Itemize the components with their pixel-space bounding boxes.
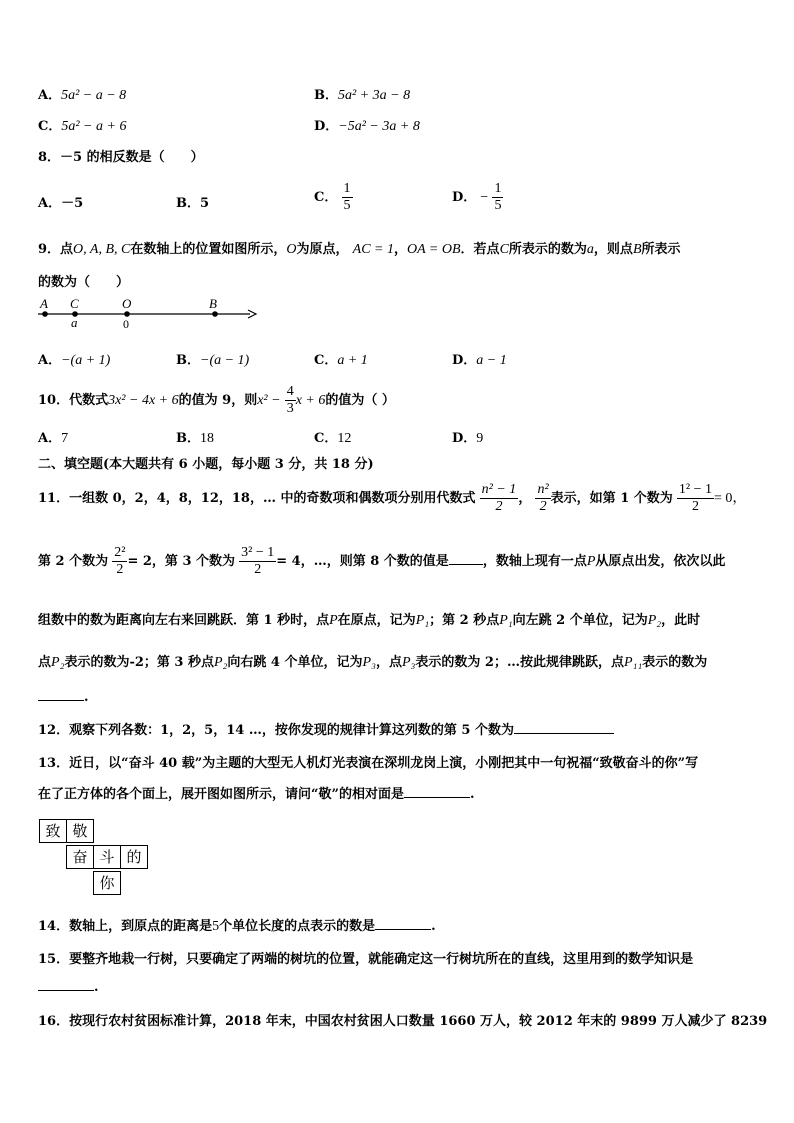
option-expression: a − 1 <box>476 353 507 368</box>
text: ，则点 <box>593 242 633 257</box>
q7-option-a <box>38 84 126 104</box>
math: a <box>586 242 594 257</box>
text: 表示的数为 <box>642 655 708 670</box>
point-a-label: A <box>40 296 48 311</box>
option-label: B． <box>176 431 200 446</box>
fraction <box>285 384 296 417</box>
text: ；第 2 秒点 <box>429 613 500 628</box>
q9-stem-line2: 的数为（ ） <box>38 275 130 290</box>
option-expression: 5a² − a + 6 <box>61 119 127 134</box>
q10-stem <box>38 384 395 417</box>
text: ， <box>394 242 408 257</box>
option-value: 12 <box>337 431 352 446</box>
math: P₃ <box>362 655 376 670</box>
option-label: A． <box>38 353 62 368</box>
denominator: 2 <box>254 562 262 578</box>
q14 <box>38 915 436 935</box>
numerator: 1 <box>492 181 503 198</box>
text: 表示，如第 1 个数为 <box>550 491 673 507</box>
net-cell: 奋 <box>66 845 94 869</box>
fraction <box>342 181 353 214</box>
q11-line1 <box>38 482 746 515</box>
fraction <box>239 545 276 578</box>
text: . <box>84 690 89 705</box>
math: x + 6 <box>295 393 326 409</box>
q12 <box>38 719 614 738</box>
point-a-dot <box>42 311 48 317</box>
q11-line5 <box>38 690 89 705</box>
denominator: 2 <box>691 499 699 515</box>
text: 向右跳 4 个单位，记为 <box>227 655 363 670</box>
math: C <box>499 242 509 257</box>
q10-option-a <box>38 427 68 447</box>
math: OA = OB <box>407 242 461 257</box>
point-o-value: 0 <box>123 317 129 331</box>
denominator: 3 <box>286 401 294 417</box>
option-label: D． <box>314 119 339 134</box>
option-expression: 5a² − a − 8 <box>61 88 127 103</box>
fraction <box>492 181 503 214</box>
answer-blank[interactable] <box>514 733 614 734</box>
q15-line1: 15．要整齐地栽一行树，只要确定了两端的树坑的位置，就能确定这一行树坑所在的直线，这里用到的数学知识是 <box>38 952 694 967</box>
text: 所表示 <box>641 242 681 257</box>
math: 5 <box>212 919 220 934</box>
text: 向左跳 2 个单位，记为 <box>512 613 648 628</box>
net-cell: 致 <box>39 819 67 843</box>
q11-line3 <box>38 609 700 629</box>
text: . <box>94 980 99 995</box>
option-label: C． <box>38 119 62 134</box>
denominator: 2 <box>539 499 547 515</box>
numerator: n² − 1 <box>480 482 519 499</box>
q10-option-b <box>176 427 214 447</box>
point-o-dot <box>124 311 130 317</box>
text: = 2，第 3 个数为 <box>127 554 236 570</box>
math: P₁ <box>499 613 513 628</box>
denominator: 5 <box>343 198 351 214</box>
text: . <box>431 919 436 934</box>
math: B <box>632 242 642 257</box>
text: 个单位长度的点表示的数是 <box>219 919 376 934</box>
math: AC = 1 <box>352 242 394 257</box>
text: = 4，…，则第 8 个数的值是 <box>276 554 449 570</box>
math: O <box>286 242 297 257</box>
point-o-label: O <box>122 296 132 311</box>
math: = 0， <box>714 491 747 507</box>
text: 的值为 9，则 <box>178 393 258 409</box>
q7-option-d <box>314 115 420 135</box>
q8-option-a <box>38 192 83 211</box>
denominator: 2 <box>495 499 503 515</box>
answer-blank[interactable] <box>38 990 94 991</box>
option-label: B． <box>176 353 200 368</box>
number-line-figure <box>30 294 270 334</box>
text: 在了正方体的各个面上，展开图如图所示，请问“敬”的相对面是 <box>38 787 404 802</box>
q8-option-d <box>452 181 503 214</box>
text: ，点 <box>375 655 402 670</box>
math: P <box>329 613 338 628</box>
q16-line1: 16．按现行农村贫困标准计算，2018 年末，中国农村贫困人口数量 1660 万人，较 2012 年末的 9899 万人减少了 8239 <box>38 1014 768 1029</box>
text: 在原点，记为 <box>337 613 416 628</box>
q8-option-c <box>314 181 353 214</box>
q11-line4 <box>38 651 707 671</box>
text: 从原点出发，依次以此 <box>595 554 726 570</box>
text: 11．一组数 0，2，4，8，12，18，… 中的奇数项和偶数项分别用代数式 <box>38 491 476 507</box>
point-c-label: C <box>70 296 79 311</box>
denominator: 5 <box>494 198 502 214</box>
option-value: 18 <box>200 431 214 446</box>
math: P₂ <box>647 613 662 628</box>
q9-option-c <box>314 349 368 369</box>
math: 3x² − 4x + 6 <box>108 393 179 409</box>
point-c-value: a <box>71 315 78 330</box>
option-value: 9 <box>476 431 484 446</box>
q15-line2 <box>38 980 99 995</box>
q9-option-d <box>452 349 507 369</box>
text: . <box>469 787 475 802</box>
math: P₂ <box>213 655 228 670</box>
option-label: D． <box>452 353 477 368</box>
math: P <box>586 554 596 570</box>
q11-line2 <box>38 545 725 578</box>
option-label: D． <box>452 431 477 446</box>
fraction <box>535 482 550 515</box>
numerator: 4 <box>285 384 296 401</box>
numerator: 3² − 1 <box>239 545 276 562</box>
option-expression: a + 1 <box>337 353 368 368</box>
q9-option-a <box>38 349 110 369</box>
q8-option-b <box>176 192 209 211</box>
text: 在数轴上的位置如图所示， <box>130 242 287 257</box>
text: 所表示的数为 <box>508 242 587 257</box>
net-cell: 敬 <box>66 819 94 843</box>
section-heading: 二、填空题(本大题共有 6 小题，每小题 3 分，共 18 分) <box>38 457 374 472</box>
text: 表示的数为 2；…按此规律跳跃，点 <box>415 655 624 670</box>
text: 12．观察下列各数：1，2，5，14 …，按你发现的规律计算这列数的第 5 个数为 <box>38 723 514 738</box>
option-expression: −5a² − 3a + 8 <box>338 119 420 134</box>
text: 为原点， <box>296 242 349 257</box>
net-cell: 你 <box>93 871 121 895</box>
q10-option-d <box>452 427 483 447</box>
option-value: 5 <box>200 196 210 211</box>
option-label: A． <box>38 196 62 211</box>
numerator: 2² <box>112 545 127 562</box>
text: 9．点 <box>38 242 74 257</box>
math: O, A, B, C <box>73 242 131 257</box>
option-value: －5 <box>61 196 84 211</box>
numerator: 1 <box>342 181 353 198</box>
option-label: B． <box>314 88 338 103</box>
text: 的值为（ ） <box>325 393 395 409</box>
option-expression: −(a + 1) <box>61 353 111 368</box>
answer-blank[interactable] <box>449 564 483 565</box>
fraction <box>677 482 714 515</box>
answer-blank[interactable] <box>404 797 470 798</box>
text: ， <box>518 491 532 507</box>
q9-stem-line1 <box>38 238 681 258</box>
point-b-label: B <box>209 296 217 311</box>
text: ，数轴上现有一点 <box>482 554 587 570</box>
option-label: A． <box>38 88 62 103</box>
option-label: A． <box>38 431 62 446</box>
math: P₁ <box>415 613 430 628</box>
text: 表示的数为-2；第 3 秒点 <box>64 655 214 670</box>
q7-option-c <box>38 115 126 135</box>
math: x² − <box>257 393 281 409</box>
option-label: C． <box>314 431 338 446</box>
math: P₁₁ <box>623 655 643 670</box>
q8-stem: 8．－5 的相反数是（ ） <box>38 150 204 165</box>
option-label: C． <box>314 353 338 368</box>
option-expression: 5a² + 3a − 8 <box>338 88 411 103</box>
point-b-dot <box>212 311 218 317</box>
numerator: n² <box>535 482 550 499</box>
text: 14．数轴上，到原点的距离是 <box>38 919 213 934</box>
minus-sign: − <box>480 190 489 206</box>
text: 组数中的数为距离向左右来回跳跃．第 1 秒时，点 <box>38 613 330 628</box>
denominator: 2 <box>116 562 124 578</box>
text: ，此时 <box>661 613 701 628</box>
q9-option-b <box>176 349 249 369</box>
option-label: D． <box>452 190 477 206</box>
fraction <box>480 482 519 515</box>
math: P₂ <box>51 655 65 670</box>
net-cell: 的 <box>120 845 148 869</box>
option-expression: −(a − 1) <box>200 353 250 368</box>
fraction <box>112 545 127 578</box>
text: 10．代数式 <box>38 393 109 409</box>
option-value: 7 <box>61 431 69 446</box>
net-cell: 斗 <box>93 845 121 869</box>
numerator: 1² − 1 <box>677 482 714 499</box>
option-label: C． <box>314 190 338 206</box>
answer-blank[interactable] <box>38 700 84 701</box>
text: 第 2 个数为 <box>38 554 109 570</box>
q7-option-b <box>314 84 410 104</box>
math: P₃ <box>401 655 416 670</box>
answer-blank[interactable] <box>375 929 431 930</box>
text: 点 <box>38 655 52 670</box>
q13-line2 <box>38 783 475 802</box>
q10-option-c <box>314 427 351 447</box>
text: ．若点 <box>460 242 500 257</box>
option-label: B． <box>176 196 200 211</box>
q13-line1: 13．近日，以“奋斗 40 载”为主题的大型无人机灯光表演在深圳龙岗上演，小刚把其中一句祝福“致敬奋斗的你”写 <box>38 756 699 771</box>
